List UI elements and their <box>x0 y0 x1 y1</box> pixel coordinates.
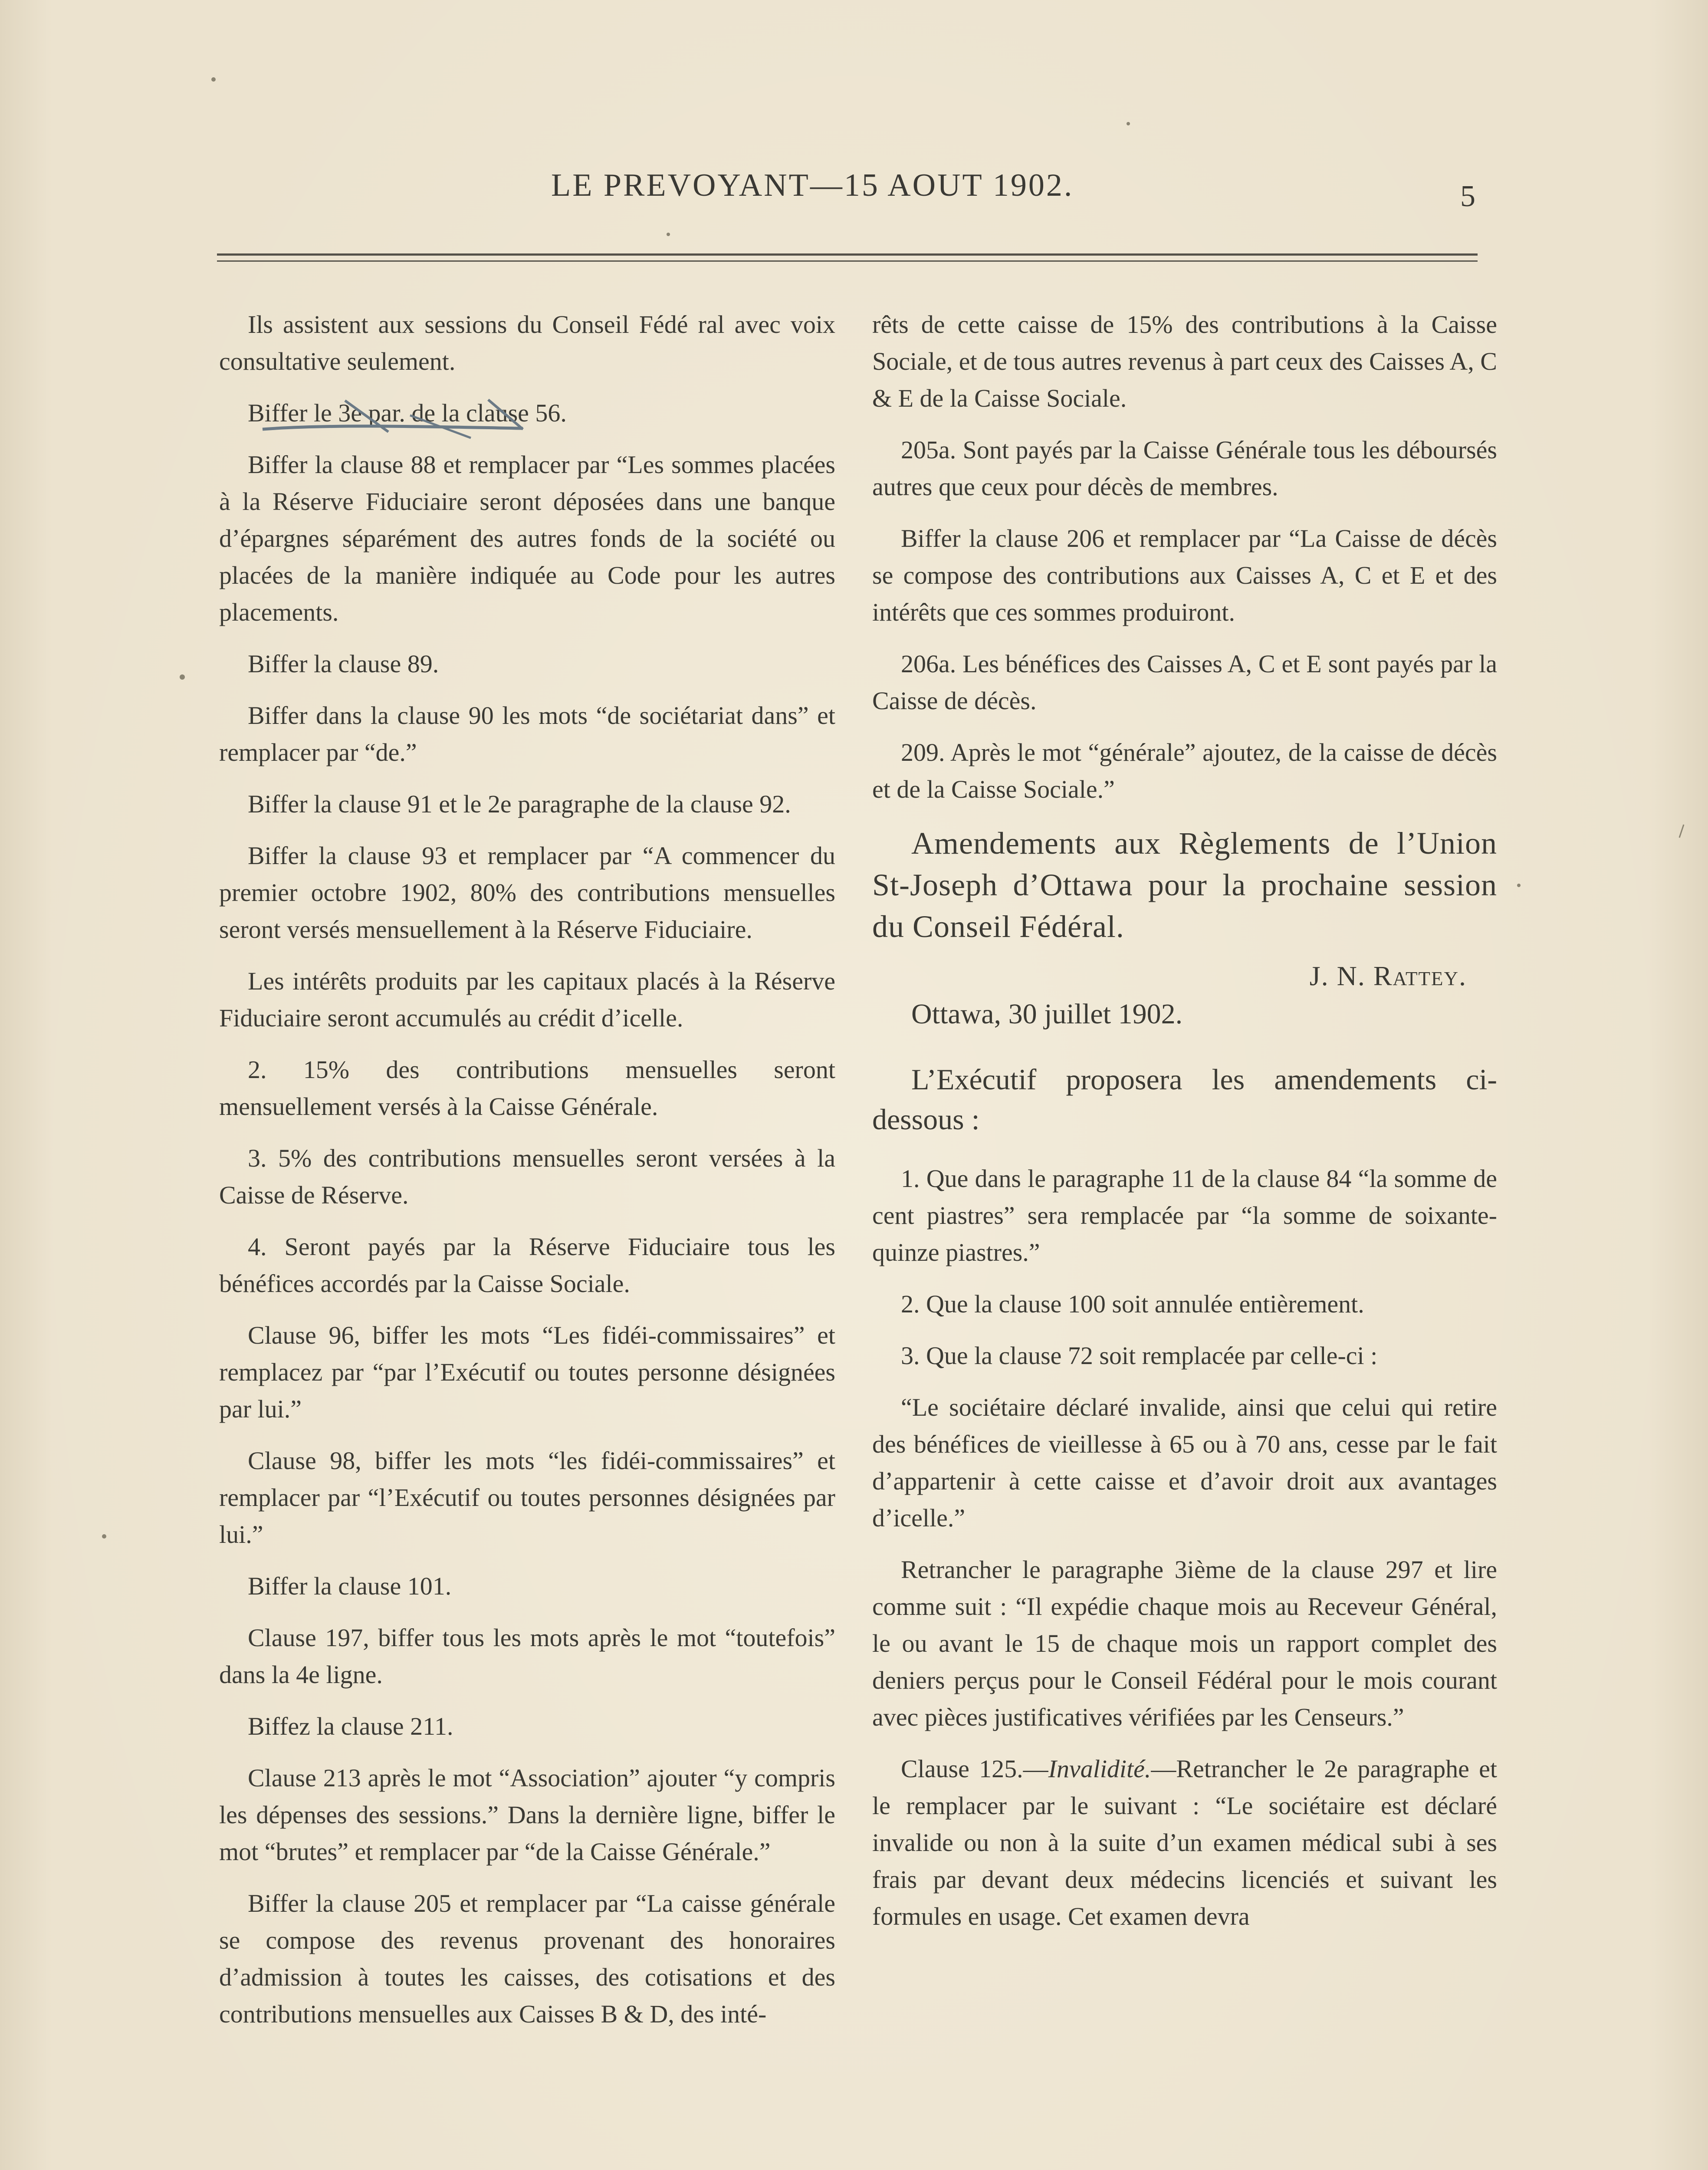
paragraph-text: Biffer le 3e par. de la clause 56. <box>248 399 567 427</box>
paragraph: “Le sociétaire déclaré invalide, ainsi que celui qui retire des bénéfices de vieillesse à 65 ou à 70 ans, cesse par le fait d’appartenir à cette caisse et d’avoir droit aux avantages d’icelle.” <box>872 1393 1497 1532</box>
header-rule-thick <box>217 253 1478 256</box>
paragraph: 3. 5% des contributions mensuelles seront versées à la Caisse de Réserve. <box>219 1144 835 1209</box>
right-column <box>872 306 1497 1950</box>
paragraph: Ils assistent aux sessions du Conseil Fédé ral avec voix consultative seulement. <box>219 310 835 375</box>
signature-name: J. N. Rattey. <box>1309 960 1467 991</box>
paragraph: Biffer dans la clause 90 les mots “de sociétariat dans” et remplacer par “de.” <box>219 701 835 766</box>
paragraph: Biffer la clause 91 et le 2e paragraphe de la clause 92. <box>248 790 791 818</box>
paragraph: 4. Seront payés par la Réserve Fiduciaire tous les bénéfices accordés par la Caisse Sociale. <box>219 1233 835 1298</box>
clause-rest: —Retrancher le 2e paragraphe et le remplacer par le suivant : “Le sociétaire est déclaré invalide ou non à la suite d’un examen médical subi à ses frais par devant deux médecins licenciés et suivant les formules en usage. Cet examen devra <box>872 1755 1497 1930</box>
page-header <box>217 167 1475 215</box>
paragraph: 2. 15% des contributions mensuelles seront mensuellement versés à la Caisse Générale. <box>219 1055 835 1121</box>
paragraph: 205a. Sont payés par la Caisse Générale tous les déboursés autres que ceux pour décès de membres. <box>872 436 1497 501</box>
paragraph: Clause 197, biffer tous les mots après le mot “toutefois” dans la 4e ligne. <box>219 1624 835 1689</box>
struck-paragraph <box>219 395 835 431</box>
paragraph: Biffer la clause 93 et remplacer par “A commencer du premier octobre 1902, 80% des contributions mensuelles seront versés mensuellement à la Réserve Fiduciaire. <box>219 842 835 944</box>
paragraph: 1. Que dans le paragraphe 11 de la clause 84 “la somme de cent piastres” sera remplacée par “la somme de soixante-quinze piastres.” <box>872 1164 1497 1266</box>
paragraph: Clause 98, biffer les mots “les fidéi-commissaires” et remplacer par “l’Exécutif ou toutes personnes désignées par lui.” <box>219 1447 835 1549</box>
paragraph: 209. Après le mot “générale” ajoutez, de la caisse de décès et de la Caisse Sociale.” <box>872 738 1497 803</box>
paragraph: Biffer la clause 88 et remplacer par “Les sommes placées à la Réserve Fiduciaire seront déposées dans une banque d’épargnes séparément des autres fonds de la société ou placées de la manière indiquée au Code pour les autres placements. <box>219 450 835 626</box>
paragraph: Les intérêts produits par les capitaux placés à la Réserve Fiduciaire seront accumulés au crédit d’icelle. <box>219 967 835 1032</box>
paragraph-invalidite <box>872 1750 1497 1935</box>
paragraph: 2. Que la clause 100 soit annulée entièrement. <box>901 1290 1364 1318</box>
paragraph: Clause 213 après le mot “Association” ajouter “y compris les dépenses des sessions.” Dans la dernière ligne, biffer le mot “brutes” et remplacer par “de la Caisse Générale.” <box>219 1764 835 1866</box>
clause-italic-title: Invalidité. <box>1048 1755 1151 1783</box>
paragraph: 206a. Les bénéfices des Caisses A, C et E sont payés par la Caisse de décès. <box>872 650 1497 715</box>
paragraph: Biffer la clause 101. <box>248 1572 452 1600</box>
paragraph: Retrancher le paragraphe 3ième de la clause 297 et lire comme suit : “Il expédie chaque mois au Receveur Général, le ou avant le 15 de chaque mois un rapport complet des deniers perçus pour le Conseil Fédéral pour le mois courant avec pièces justificatives vérifiées par les Censeurs.” <box>872 1555 1497 1731</box>
page-number: 5 <box>1460 180 1475 213</box>
running-head: LE PREVOYANT—15 AOUT 1902. <box>551 168 1074 203</box>
paragraph: 3. Que la clause 72 soit remplacée par celle-ci : <box>901 1341 1378 1370</box>
signature <box>872 957 1467 995</box>
paragraph: Biffer la clause 89. <box>248 650 439 678</box>
paragraph: Biffez la clause 211. <box>248 1712 453 1740</box>
executive-intro: L’Exécutif proposera les amendements ci-dessous : <box>872 1063 1497 1136</box>
paragraph: Clause 96, biffer les mots “Les fidéi-commissaires” et remplacez par “par l’Exécutif ou toutes personne désignées par lui.” <box>219 1321 835 1423</box>
left-column <box>219 306 835 2047</box>
clause-lead: Clause 125.— <box>901 1755 1048 1783</box>
paragraph: Biffer la clause 205 et remplacer par “La caisse générale se compose des revenus provenant des honoraires d’admission à toutes les caisses, des cotisations et des contributions mensuelles aux Caisses B & D, des inté- <box>219 1889 835 2028</box>
paragraph: rêts de cette caisse de 15% des contributions à la Caisse Sociale, et de tous autres revenus à part ceux des Caisses A, C & E de la Caisse Sociale. <box>872 310 1497 412</box>
amendments-heading: Amendements aux Règlements de l’Union St-Joseph d’Ottawa pour la prochaine session du Conseil Fédéral. <box>872 826 1497 944</box>
paragraph: Biffer la clause 206 et remplacer par “La Caisse de décès se compose des contributions aux Caisses A, C et E et des intérêts que ces sommes produiront. <box>872 524 1497 626</box>
header-rule-thin <box>217 260 1478 262</box>
place-date: Ottawa, 30 juillet 1902. <box>911 998 1183 1030</box>
